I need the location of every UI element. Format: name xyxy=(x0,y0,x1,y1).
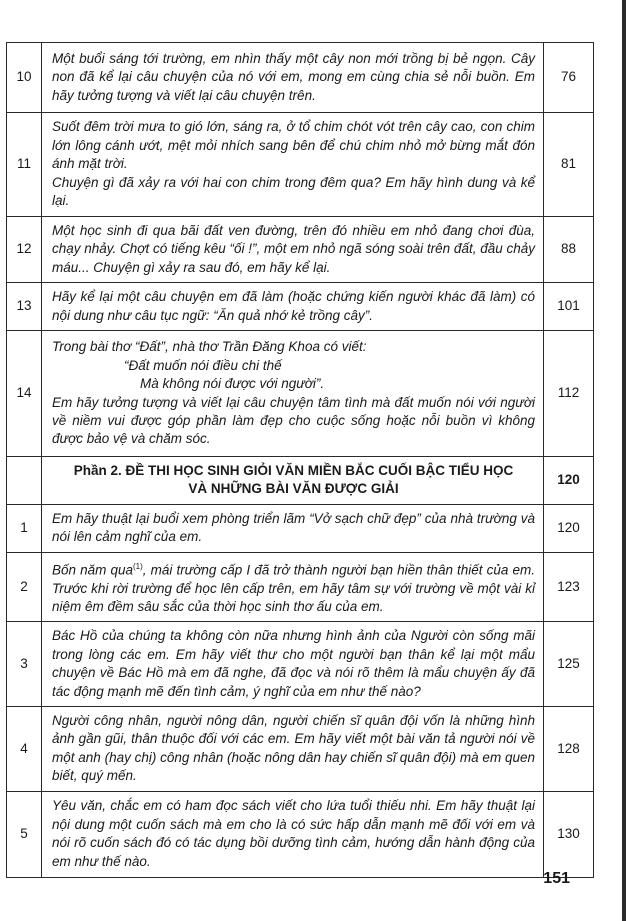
topic-paragraph: Yêu văn, chắc em có ham đọc sách viết cho lứa tuổi thiếu nhi. Em hãy thuật lại nội dung một cuốn sách mà em cho là có sức hấp dẫn mạnh mẽ đối với em và nói rõ cuốn sách đó có tác dụng bồi dưỡng tình cảm, hướng dẫn hành động của em như thế nào. xyxy=(52,798,535,869)
table-row xyxy=(7,622,594,707)
page-ref: 123 xyxy=(544,552,594,622)
page-ref: 81 xyxy=(544,113,594,217)
topic-text xyxy=(42,43,544,113)
row-number: 14 xyxy=(7,331,42,457)
table-of-contents xyxy=(6,42,594,878)
row-number: 13 xyxy=(7,283,42,331)
page-ref: 120 xyxy=(544,457,594,505)
section-title-line: Phần 2. ĐỀ THI HỌC SINH GIỎI VĂN MIỀN BẮC CUỐI BẬC TIỂU HỌC xyxy=(73,463,514,479)
page-ref: 125 xyxy=(544,622,594,707)
row-number: 5 xyxy=(7,791,42,877)
topic-text xyxy=(42,552,544,622)
topic-paragraph xyxy=(52,558,535,617)
poem-quote-line: Mà không nói được với người”. xyxy=(140,376,325,392)
topic-paragraph: Chuyện gì đã xảy ra với hai con chim trong đêm qua? Em hãy hình dung và kể lại. xyxy=(52,174,535,209)
topic-paragraph: Một học sinh đi qua bãi đất ven đường, trên đó nhiều em nhỏ đang chơi đùa, chạy nhảy. Chợt có tiếng kêu “ối !”, một em nhỏ ngã sóng soài trên đất, đầu chảy máu... Chuyện gì xảy ra sau đó, em hãy kể lại. xyxy=(52,223,535,275)
page-edge xyxy=(622,0,626,921)
table-row xyxy=(7,43,594,113)
topic-intro: Trong bài thơ “Đất”, nhà thơ Trần Đăng Khoa có viết: xyxy=(52,339,367,355)
row-number: 3 xyxy=(7,622,42,707)
table-row xyxy=(7,707,594,792)
topic-text xyxy=(42,707,544,792)
page-ref: 88 xyxy=(544,217,594,283)
topic-paragraph: Suốt đêm trời mưa to gió lớn, sáng ra, ở tổ chim chót vót trên cây cao, con chim lớn lông cánh ướt, mệt mỏi nhích sang bên để chú chim nhỏ mở bừng mắt đón ánh mặt trời. xyxy=(52,119,535,172)
table-row xyxy=(7,791,594,877)
row-number: 10 xyxy=(7,43,42,113)
page-ref: 128 xyxy=(544,707,594,792)
page-ref: 101 xyxy=(544,283,594,331)
page-ref: 130 xyxy=(544,791,594,877)
topic-paragraph: Một buổi sáng tới trường, em nhìn thấy một cây non mới trồng bị bẻ ngọn. Cây non đã kể lại câu chuyện của nó với em, mong em cùng chia sẻ nỗi buồn. Em hãy tưởng tượng và viết lại câu chuyện trên. xyxy=(52,50,535,103)
row-number: 4 xyxy=(7,707,42,792)
topic-paragraph: Em hãy thuật lại buổi xem phòng triển lãm “Vở sạch chữ đẹp” của nhà trường và nói lên cảm nghĩ của em. xyxy=(52,510,535,545)
section-number-cell xyxy=(7,457,42,505)
page-number: 151 xyxy=(543,870,570,887)
poem-quote-line: “Đất muốn nói điều chi thế xyxy=(124,357,282,373)
topic-text-start: Bốn năm qua xyxy=(52,562,133,578)
table-row xyxy=(7,504,594,552)
page-ref: 112 xyxy=(544,331,594,457)
page-ref: 120 xyxy=(544,504,594,552)
table-row xyxy=(7,331,594,457)
topic-text xyxy=(42,622,544,707)
row-number: 1 xyxy=(7,504,42,552)
topic-paragraph: Người công nhân, người nông dân, người chiến sĩ quân đội vốn là những hình ảnh gần gũi, thân thuộc đối với các em. Em hãy viết một bài văn tả người nói về một anh (hay chị) công nhân (hoặc nông dân hay chiến sĩ quân đội) mà em quen biết, quý mến. xyxy=(52,713,535,784)
page-ref: 76 xyxy=(544,43,594,113)
topic-paragraph: Bác Hồ của chúng ta không còn nữa nhưng hình ảnh của Người còn sống mãi trong lòng các em. Em hãy viết thư cho một người bạn thân kể lại một mẩu chuyện về Bác Hồ mà em đã nghe, đã đọc và nói rõ thêm là mẩu chuyện ấy đã tác động mạnh mẽ đến tình cảm, ý nghĩ của em như thế nào? xyxy=(52,628,535,699)
topic-text xyxy=(42,217,544,283)
footnote-marker: (1) xyxy=(132,561,143,571)
section-title-line: VÀ NHỮNG BÀI VĂN ĐƯỢC GIẢI xyxy=(188,481,399,497)
topic-paragraph: Em hãy tưởng tượng và viết lại câu chuyện tâm tình mà đất muốn nói với người về niềm vui được góp phần làm đẹp cho cuộc sống hoặc nỗi buồn vì không được bảo vệ và chăm sóc. xyxy=(52,394,535,447)
section-title xyxy=(42,457,544,505)
section-header xyxy=(7,457,594,505)
topic-text-rest: , mái trường cấp I đã trở thành người bạn hiền thân thiết của em. Trước khi rời trường để học lên cấp trên, em hãy tâm sự với trường về một vài kỉ niệm êm đềm sâu sắc của thời học sinh thơ ấu của em. xyxy=(52,562,535,614)
topic-paragraph: Hãy kể lại một câu chuyện em đã làm (hoặc chứng kiến người khác đã làm) có nội dung như câu tục ngữ: “Ăn quả nhớ kẻ trồng cây”. xyxy=(52,289,535,323)
row-number: 2 xyxy=(7,552,42,622)
row-number: 11 xyxy=(7,113,42,217)
table-row xyxy=(7,113,594,217)
row-number: 12 xyxy=(7,217,42,283)
table-row xyxy=(7,217,594,283)
topic-text xyxy=(42,113,544,217)
table-row xyxy=(7,283,594,331)
topic-text xyxy=(42,283,544,331)
topic-text xyxy=(42,791,544,877)
topic-text xyxy=(42,331,544,457)
table-row xyxy=(7,552,594,622)
topic-text xyxy=(42,504,544,552)
